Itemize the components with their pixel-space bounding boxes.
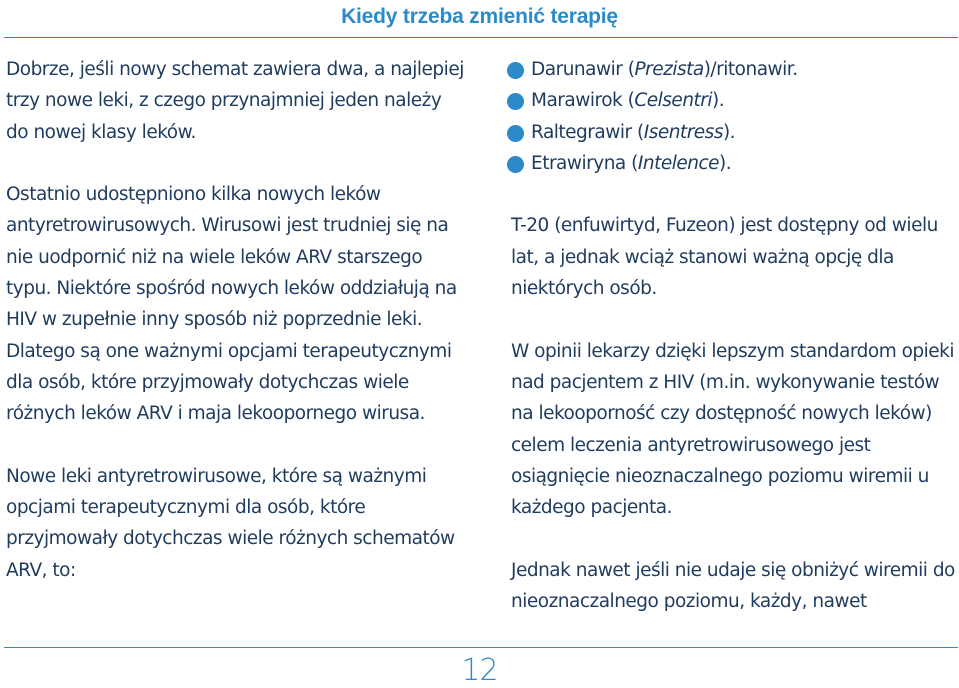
drug-name: Raltegrawir	[531, 121, 632, 143]
list-item: Etrawiryna (Intelence).	[507, 148, 956, 179]
paragraph: W opinii lekarzy dzięki lepszym standardom opieki nad pacjentem z HIV (m.in. wykonywanie testów na lekooporność czy dostępność nowych leków) celem leczenia antyretrowirusowego jest osiągnięcie nieoznaczalnego poziomu wiremii u każdego pacjenta.	[511, 340, 955, 519]
paragraph: Ostatnio udostępniono kilka nowych leków antyretrowirusowych. Wirusowi jest trudniej się na nie uodpornić niż na wiele leków ARV starszego typu. Niektóre spośród nowych leków oddziałują na HIV w zupełnie inny sposób niż poprzednie leki. Dlatego są one ważnymi opcjami terapeutycznymi dla osób, które przyjmowały dotychczas wiele różnych leków ARV i maja lekoopornego wirusa.	[6, 184, 457, 425]
drug-brand: Intelence	[637, 152, 720, 174]
drug-suffix: ).	[719, 152, 732, 174]
drug-suffix: ).	[722, 121, 736, 143]
drug-suffix: ).	[712, 90, 725, 112]
paragraph: T-20 (enfuwirtyd, Fuzeon) jest dostępny od wielu lat, a jednak wciąż stanowi ważną opcję dla niektórych osób.	[511, 215, 938, 300]
drug-brand: Celsentri	[634, 90, 713, 112]
blue-circle-bullet-icon	[507, 62, 524, 79]
right-column	[511, 54, 956, 617]
drug-suffix: )/ritonawir.	[703, 59, 798, 80]
page-header	[0, 0, 959, 36]
page-title: Kiedy trzeba zmienić terapię	[341, 5, 618, 28]
drug-name: Darunawir	[531, 59, 623, 80]
header-divider	[4, 37, 958, 38]
drug-brand: Prezista	[634, 59, 704, 80]
drug-list	[507, 54, 956, 179]
drug-name: Etrawiryna	[531, 152, 626, 174]
blue-circle-bullet-icon	[507, 93, 524, 110]
page-number: 12	[461, 653, 498, 688]
blue-circle-bullet-icon	[507, 125, 524, 142]
drug-brand: Isentress	[643, 121, 723, 143]
footer-divider	[4, 647, 958, 648]
list-item: Raltegrawir (Isentress).	[507, 117, 956, 148]
drug-name: Marawirok	[531, 90, 623, 112]
paragraph: Dobrze, jeśli nowy schemat zawiera dwa, a najlepiej trzy nowe leki, z czego przynajmniej jeden należy do nowej klasy leków.	[6, 59, 464, 143]
left-column	[6, 54, 466, 586]
list-item: Darunawir (Prezista)/ritonawir.	[507, 54, 956, 85]
blue-circle-bullet-icon	[507, 156, 524, 173]
paragraph: Jednak nawet jeśli nie udaje się obniżyć wiremii do nieoznaczalnego poziomu, każdy, nawet	[511, 559, 955, 613]
paragraph: Nowe leki antyretrowirusowe, które są ważnymi opcjami terapeutycznymi dla osób, które przyjmowały dotychczas wiele różnych schematów ARV, to:	[6, 465, 455, 581]
list-item: Marawirok (Celsentri).	[507, 85, 956, 116]
